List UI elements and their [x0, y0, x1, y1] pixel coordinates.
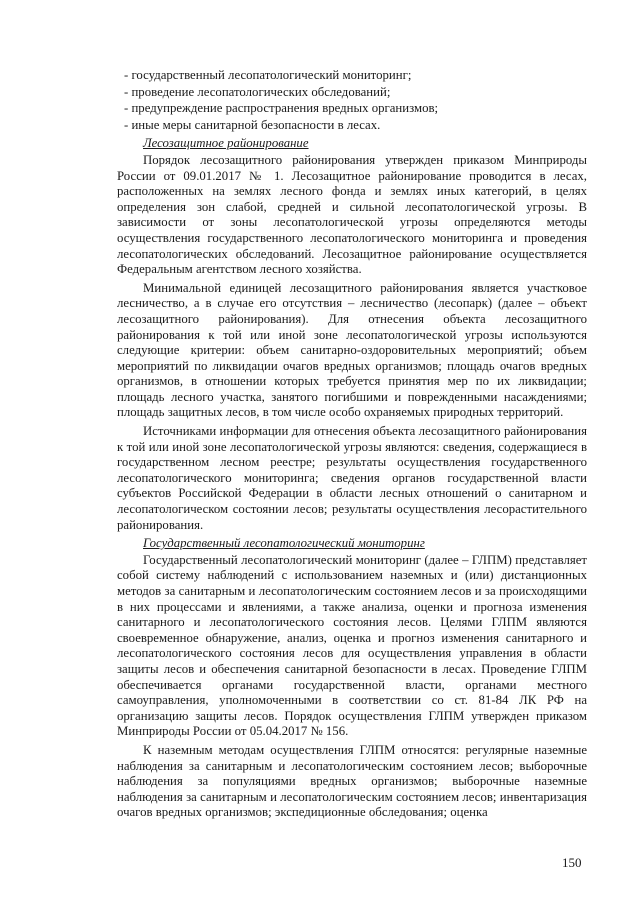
page-number: 150 — [562, 855, 582, 870]
paragraph: Государственный лесопатологический мониторинг (далее – ГЛПМ) представляет собой систему наблюдений с использованием наземных и (или) дистанционных методов за санитарным и лесопатологическим состоянием лесов и за происходящими в них процессами и явлениями, а также анализа, оценки и прогноза изменения санитарного и лесопатологического состояния лесов. Целями ГЛПМ являются своевременное обнаружение, анализ, оценка и прогноз изменения санитарного и лесопатологического состояния лесов для осуществления управления в области защиты лесов и обеспечения санитарной безопасности в лесах. Проведение ГЛПМ обеспечивается органами государственной власти, органами местного самоуправления, уполномоченными в соответствии со ст. 81-84 ЛК РФ на организацию защиты лесов. Порядок осуществления ГЛПМ утвержден приказом Минприроды России от 05.04.2017 № 156. — [117, 552, 587, 739]
paragraph: К наземным методам осуществления ГЛПМ относятся: регулярные наземные наблюдения за санитарным и лесопатологическим состоянием лесов; выборочные наблюдения за популяциями вредных организмов; выборочные наземные наблюдения за санитарным и лесопатологическим состоянием лесов; инвентаризация очагов вредных организмов; экспедиционные обследования; оценка — [117, 742, 587, 820]
list-item: - предупреждение распространения вредных организмов; — [124, 101, 439, 116]
list-item: - иные меры санитарной безопасности в лесах. — [124, 117, 381, 132]
list-item: - государственный лесопатологический мониторинг; — [124, 68, 412, 82]
paragraph: Источниками информации для отнесения объекта лесозащитного районирования к той или иной зоне лесопатологической угрозы являются: сведения, содержащиеся в государственном лесном реестре; результаты осуществления государственного лесопатологического мониторинга; сведения органов государственной власти субъектов Российской Федерации в области лесных отношений о санитарном и лесопатологическом состоянии лесов; результаты осуществления лесорастительного районирования. — [117, 424, 587, 532]
document-page — [117, 68, 587, 824]
section-heading-monitoring: Государственный лесопатологический мониторинг — [143, 536, 425, 551]
section-heading-zoning: Лесозащитное районирование — [143, 136, 309, 151]
paragraph: Минимальной единицей лесозащитного районирования является участковое лесничество, а в случае его отсутствия – лесничество (лесопарк) (далее – объект лесозащитного районирования). Для отнесения объекта лесозащитного районирования к той или иной зоне лесопатологической угрозы используются следующие критерии: объем санитарно-оздоровительных мероприятий; объем мероприятий по ликвидации очагов вредных организмов; площадь очагов вредных организмов, в отношении которых требуется принятия мер по их ликвидации; площадь лесного участка, занятого погибшими и поврежденными насаждениями; площадь защитных лесов, в том числе особо охраняемых природных территорий. — [117, 280, 587, 420]
bullet-list — [117, 68, 587, 133]
list-item: - проведение лесопатологических обследований; — [124, 84, 391, 99]
paragraph: Порядок лесозащитного районирования утвержден приказом Минприроды России от 09.01.2017 № 1. Лесозащитное районирование проводится в лесах, расположенных на землях лесного фонда и землях иных категорий, в целях определения зон слабой, средней и сильной лесопатологической угрозы. В зависимости от зоны лесопатологической угрозы определяются методы осуществления государственного лесопатологического мониторинга и проведения лесопатологических обследований. Лесозащитное районирование осуществляется Федеральным агентством лесного хозяйства. — [117, 152, 587, 277]
